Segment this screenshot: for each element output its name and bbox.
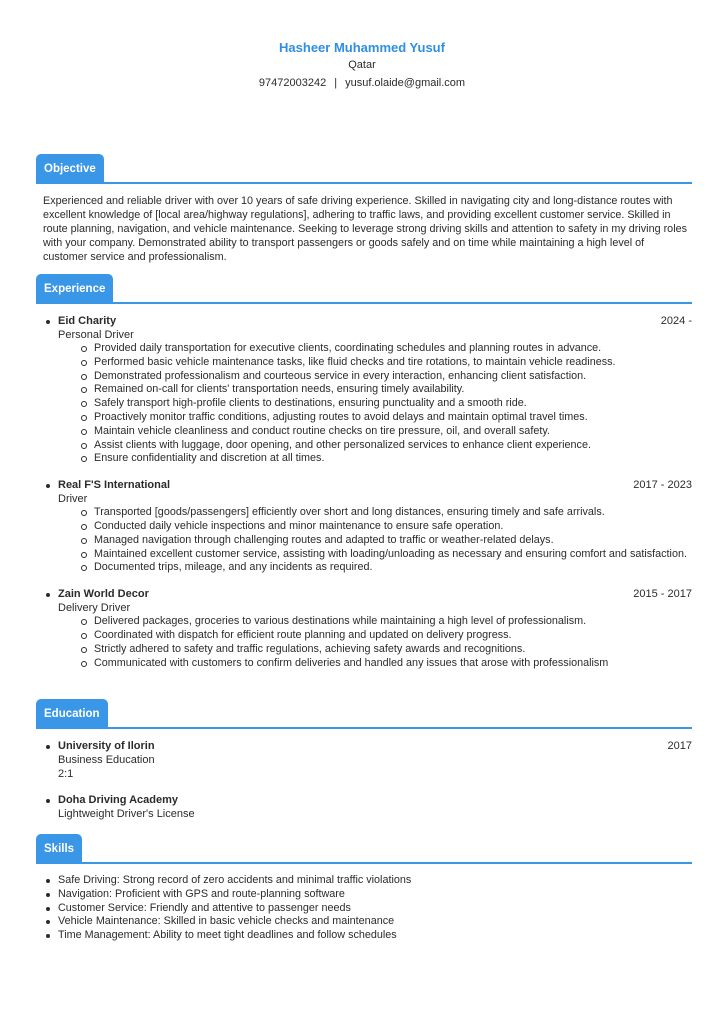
skills-section — [36, 834, 692, 943]
job-entry — [36, 587, 692, 670]
section-divider — [36, 302, 692, 304]
duty-item: Conducted daily vehicle inspections and minor maintenance to ensure safe operation. — [80, 520, 692, 534]
duty-item: Managed navigation through challenging routes and adapted to traffic or weather-related delays. — [80, 534, 692, 548]
duty-item: Coordinated with dispatch for efficient route planning and updated on delivery progress. — [80, 629, 692, 643]
objective-text: Experienced and reliable driver with over 10 years of safe driving experience. Skilled in navigating city and long-distance routes with excellent knowledge of [local area/highway regulations], adhering to traffic laws, and providing excellent customer service. Skilled in route planning, navigation, and vehicle maintenance. Seeking to leverage strong driving skills and attention to safety in my driving roles with your company. Demonstrated ability to transport passengers or goods safely and on time while maintaining a high level of customer service and professionalism. — [43, 195, 687, 263]
job-dates: 2024 - — [660, 315, 692, 327]
job-duties — [58, 342, 692, 466]
education-heading: Education — [36, 699, 108, 729]
education-entry — [36, 739, 692, 781]
duty-item: Transported [goods/passengers] efficiently over short and long distances, ensuring timely and safe arrivals. — [80, 506, 692, 520]
duty-item: Proactively monitor traffic conditions, adjusting routes to avoid delays and maintain optimal travel times. — [80, 411, 692, 425]
education-section — [36, 699, 692, 833]
duty-item: Ensure confidentiality and discretion at all times. — [80, 452, 692, 466]
skill-item: Navigation: Proficient with GPS and route-planning software — [36, 888, 692, 902]
duty-item: Communicated with customers to confirm deliveries and handled any issues that arose with professionalism — [80, 657, 692, 671]
duty-item: Demonstrated professionalism and courteous service in every interaction, enhancing client satisfaction. — [80, 370, 692, 384]
candidate-name: Hasheer Muhammed Yusuf — [279, 40, 445, 55]
duty-item: Remained on-call for clients' transportation needs, ensuring timely availability. — [80, 383, 692, 397]
education-detail: 2:1 — [58, 768, 74, 780]
experience-list — [36, 314, 692, 670]
section-divider — [36, 727, 692, 729]
skills-heading-bar — [36, 834, 692, 864]
duty-item: Strictly adhered to safety and traffic regulations, achieving safety awards and recognitions. — [80, 643, 692, 657]
education-date: 2017 — [667, 740, 692, 752]
job-duties — [58, 615, 692, 670]
job-entry — [36, 314, 692, 466]
phone-number: 97472003242 — [258, 77, 327, 89]
duty-item: Delivered packages, groceries to various destinations while maintaining a high level of professionalism. — [80, 615, 692, 629]
objective-section — [36, 154, 692, 264]
contact-line — [0, 75, 724, 91]
job-entry — [36, 478, 692, 575]
school-name: University of Ilorin — [58, 740, 155, 752]
experience-heading-bar — [36, 274, 692, 304]
job-duties — [58, 506, 692, 575]
section-divider — [36, 862, 692, 864]
duty-item: Provided daily transportation for executive clients, coordinating schedules and planning routes in advance. — [80, 342, 692, 356]
skill-item: Vehicle Maintenance: Skilled in basic vehicle checks and maintenance — [36, 915, 692, 929]
job-employer: Eid Charity — [58, 315, 117, 327]
objective-heading: Objective — [36, 154, 104, 184]
experience-section — [36, 274, 692, 682]
duty-item: Safely transport high-profile clients to destinations, ensuring punctuality and a smooth ride. — [80, 397, 692, 411]
skills-heading: Skills — [36, 834, 82, 864]
experience-heading: Experience — [36, 274, 113, 304]
education-detail: Business Education — [58, 754, 155, 766]
duty-item: Maintained excellent customer service, assisting with loading/unloading as necessary and ensuring comfort and satisfaction. — [80, 548, 692, 562]
job-employer: Zain World Decor — [58, 588, 149, 601]
skill-item: Customer Service: Friendly and attentive to passenger needs — [36, 902, 692, 916]
education-entry — [36, 793, 692, 821]
job-title: Personal Driver — [58, 329, 134, 341]
job-dates: 2015 - 2017 — [633, 588, 692, 601]
skills-list — [36, 874, 692, 943]
duty-item: Performed basic vehicle maintenance tasks, like fluid checks and tire rotations, to maintain vehicle readiness. — [80, 356, 692, 370]
skill-item: Time Management: Ability to meet tight deadlines and follow schedules — [36, 929, 692, 943]
job-employer: Real F'S International — [58, 479, 171, 492]
job-title: Driver — [58, 493, 88, 506]
duty-item: Documented trips, mileage, and any incidents as required. — [80, 561, 692, 575]
education-detail: Lightweight Driver's License — [58, 808, 195, 820]
section-divider — [36, 182, 692, 184]
school-name: Doha Driving Academy — [58, 794, 179, 806]
job-title: Delivery Driver — [58, 602, 131, 615]
objective-heading-bar — [36, 154, 692, 184]
duty-item: Maintain vehicle cleanliness and conduct routine checks on tire pressure, oil, and overall safety. — [80, 425, 692, 439]
contact-separator: | — [334, 77, 338, 89]
duty-item: Assist clients with luggage, door opening, and other personalized services to enhance client experience. — [80, 439, 692, 453]
resume-header — [0, 0, 724, 91]
email-address: yusuf.olaide@gmail.com — [345, 77, 466, 89]
education-list — [36, 739, 692, 821]
education-heading-bar — [36, 699, 692, 729]
skill-item: Safe Driving: Strong record of zero accidents and minimal traffic violations — [36, 874, 692, 888]
job-dates: 2017 - 2023 — [633, 479, 692, 492]
candidate-location: Qatar — [348, 59, 376, 71]
